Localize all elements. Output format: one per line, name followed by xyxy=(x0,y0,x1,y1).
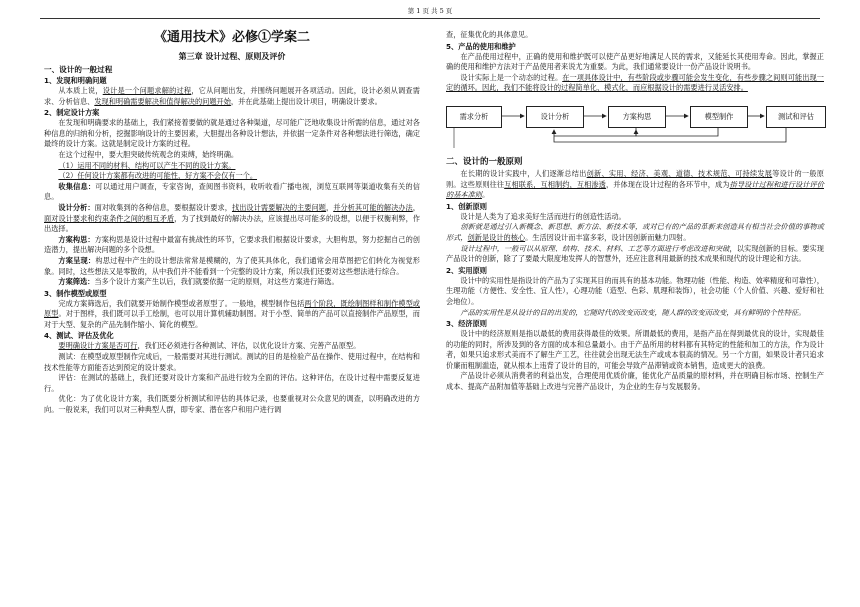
subsection-heading: 2、实用原则 xyxy=(446,265,487,275)
feedback-loop xyxy=(636,127,718,136)
flow-step-design-analysis: 设计分析 xyxy=(526,106,584,128)
paragraph: 设计过程中，一般可以从原理、结构、技术、材料、工艺等方面进行考虑改进和突破，以实现创新的目标。要实现产品设计的创新，除了了要最大限度地发挥人的智慧外，还应注意利用最新的技术成果和现代的设计理论和方法。 xyxy=(446,243,824,264)
paragraph: 查，征集优化的具体意见。 xyxy=(446,30,533,39)
subsection-heading: 1、创新原则 xyxy=(446,201,487,211)
paragraph: 产品的实用性是从设计的目的出发的，它随时代的改变而改变，随人群的改变而改变，具有鲜明的个性特征。 xyxy=(460,307,806,317)
subsection-heading: 2、制定设计方案 xyxy=(44,108,100,118)
paragraph: 在发现和明确要求的基础上，我们紧接着要做的就是通过各种渠道，尽可能广泛地收集设计所需的信息，通过对各种信息的归纳和分析，挖掘影响设计的主要因素，大胆提出各种设计想法，并依据一定条件对各种想法进行筛选，确定最终的设计方案。这就是制定设计方案的过程。 xyxy=(44,118,420,149)
paragraph: 创新就是通过引入新概念、新思想、新方法、新技术等，或对已有的产品的革新来创造具有相当社会价值的事物或形式，创新是设计的核心。生活因设计而丰富多彩，设计因创新而魅力四射。 xyxy=(446,222,824,242)
paragraph: 设计中的经济原则是指以最低的费用获得最佳的效果。所谓最低的费用，是指产品在得到最优良的设计，实现最佳的功能的同时，所涉及到的各方面的成本和总量最小。由于产品所用的材料都有其特定的性能和加工的方法，作为设计者，如果只追求形式美而不了解生产工艺，往往就会出现无法生产或成本很高的情况。另一个方面，如果设计者只追求价廉而粗制滥造，就从根本上违背了设计的目的，可能会导致产品滞销或资本销售，造成更大的浪费。 xyxy=(446,329,824,370)
paragraph: 设计中的实用性是指设计的产品为了实现其目的而具有的基本功能。物理功能（性能、构造、效率精度和可靠性），生理功能（方便性、安全性、宜人性），心理功能（造型、色彩、肌理和装饰），社会功能（个人价值、兴趣、爱好和社会地位）。 xyxy=(446,275,824,306)
paragraph: 设计分析：面对收集到的各种信息，要根据设计要求，找出设计需要解决的主要问题，并分析其可能的解决办法，面对设计要求和约束条件之间的相互矛盾，为了找到最好的解决办法，应该提出尽可能多的设想，以便于权衡利弊，作出选择。 xyxy=(44,202,420,234)
flow-step-model: 模型制作 xyxy=(690,106,748,128)
feedback-loop xyxy=(554,127,636,136)
paragraph: 完成方案筛选后，我们就要开始制作模型或者原型了。一般地，模型制作包括两个阶段，既绘制图样和制作模型或原型。对于图样，我们既可以手工绘制，也可以用计算机辅助制图。对于小型、简单的产品可以直接制作产品原型，而对于大型、复杂的产品先制作缩小、简化的模型。 xyxy=(44,298,420,329)
document-title: 《通用技术》必修①学案二 xyxy=(153,30,310,45)
left-column xyxy=(44,30,420,416)
paragraph: 方案筛选：当多个设计方案产生以后，我们就要依据一定的原则，对这些方案进行筛选。 xyxy=(58,277,339,287)
page-header xyxy=(40,4,820,19)
paragraph: 从本质上说，设计是一个问题求解的过程，它从问题出发，并围绕问题展开各项活动。因此，设计必须从调查需求、分析信息、发现和明确需要解决和值得解决的问题开始，并在此基础上提出设计项目，明确设计要求。 xyxy=(44,86,420,106)
page-indicator: 第 1 页 共 5 页 xyxy=(407,7,453,15)
paragraph: 要明确设计方案是否可行，我们还必须进行各种测试、评估，以优化设计方案、完善产品原型。 xyxy=(58,341,361,351)
flow-step-demand-analysis: 需求分析 xyxy=(446,106,502,128)
paragraph: 收集信息：可以通过用户调查，专家咨询，查阅图书资料，收听收看广播电视，浏览互联网等渠道收集有关的信息。 xyxy=(44,181,420,202)
subsection-heading: 3、经济原则 xyxy=(446,319,487,329)
paragraph: （2）任何设计方案都有改进的可能性，好方案不会仅有一个。 xyxy=(58,171,258,181)
paragraph: 在这个过程中，要大胆突破传统观念的束缚，始终明确。 xyxy=(58,149,239,159)
paragraph: 设计是人类为了追求美好生活而进行的创造性活动。 xyxy=(460,211,626,221)
paragraph: 测试：在模型或原型制作完成后，一般需要对其进行测试。测试的目的是检验产品在操作、使用过程中，在结构和技术性能等方面能否达到预定的设计要求。 xyxy=(44,352,420,372)
flow-step-concept: 方案构思 xyxy=(608,106,666,128)
section-heading: 二、设计的一般原则 xyxy=(446,156,523,167)
subsection-heading: 4、测试、评估及优化 xyxy=(44,331,114,341)
subsection-heading: 1、发现和明确问题 xyxy=(44,76,107,85)
subsection-heading: 3、制作模型或原型 xyxy=(44,288,107,298)
paragraph: 在产品使用过程中，正确的使用和维护既可以使产品更好地满足人民的需求，又能延长其使用寿命。因此，掌握正确的使用和维护方法对于产品使用者来说尤为重要。为此，我们通常要设计一份产品设计说明书。 xyxy=(446,51,824,72)
subsection-heading: 5、产品的使用和维护 xyxy=(446,41,516,51)
section-heading: 一、设计的一般过程 xyxy=(44,65,113,74)
paragraph: 方案呈现：构思过程中产生的设计想法常常是模糊的，为了使其具体化，我们通常会用草图把它们转化为视觉形象。同时，这些想法又是零散的，从中我们并不能看到一个完整的设计方案，所以我们还要对这些想法进行综合。 xyxy=(44,255,420,276)
paragraph: 评估：在测试的基础上，我们还要对设计方案和产品进行较为全面的评估。这种评估，在设计过程中需要反复进行。 xyxy=(44,373,420,393)
feedback-loop xyxy=(554,127,786,142)
right-column xyxy=(446,30,824,393)
paragraph: 在长期的设计实践中，人们逐渐总结出创新、实用、经济、美观、道德、技术规范、可持续发展等设计的一般原则。这些原则往往互相联系，互相制约，互相渗透，并体现在设计过程的各环节中，成为指导设计过程和进行设计评价的基本准则。 xyxy=(446,168,824,200)
design-process-flowchart xyxy=(446,98,824,150)
paragraph: （1）运用不同的材料、结构可以产生不同的设计方案。 xyxy=(58,160,236,170)
paragraph: 产品设计必须从消费者的利益出发，合理使用优质价廉，能优化产品质量的原材料，并在明确目标市场、控制生产成本、提高产品附加值等基础上改进与完善产品设计，为企业的生存与发展服务。 xyxy=(446,371,824,392)
chapter-title: 第三章 设计过程、原则及评价 xyxy=(178,51,286,61)
paragraph: 方案构思：方案构思是设计过程中最富有挑战性的环节，它要求我们根据设计要求，大胆构思，努力挖掘自己的创造潜力，提出解决问题的多个设想。 xyxy=(44,234,420,255)
flow-step-test-evaluate: 测试和评估 xyxy=(766,106,826,128)
paragraph: 设计实际上是一个动态的过程。在一项具体设计中，有些阶段或步骤可能会发生变化，有些步骤之间则可能出现一定的循环。因此，我们不能将设计的过程简单化、模式化，而应根据设计的需要进行灵活安排。 xyxy=(446,72,824,93)
paragraph: 优化：为了优化设计方案，我们既要分析测试和评估的具体记录，也要重视对公众意见的调查，以明确改进的方向。一般说来，我们可以对三种典型人群，即专家、潜在客户和用户进行调 xyxy=(44,394,420,415)
